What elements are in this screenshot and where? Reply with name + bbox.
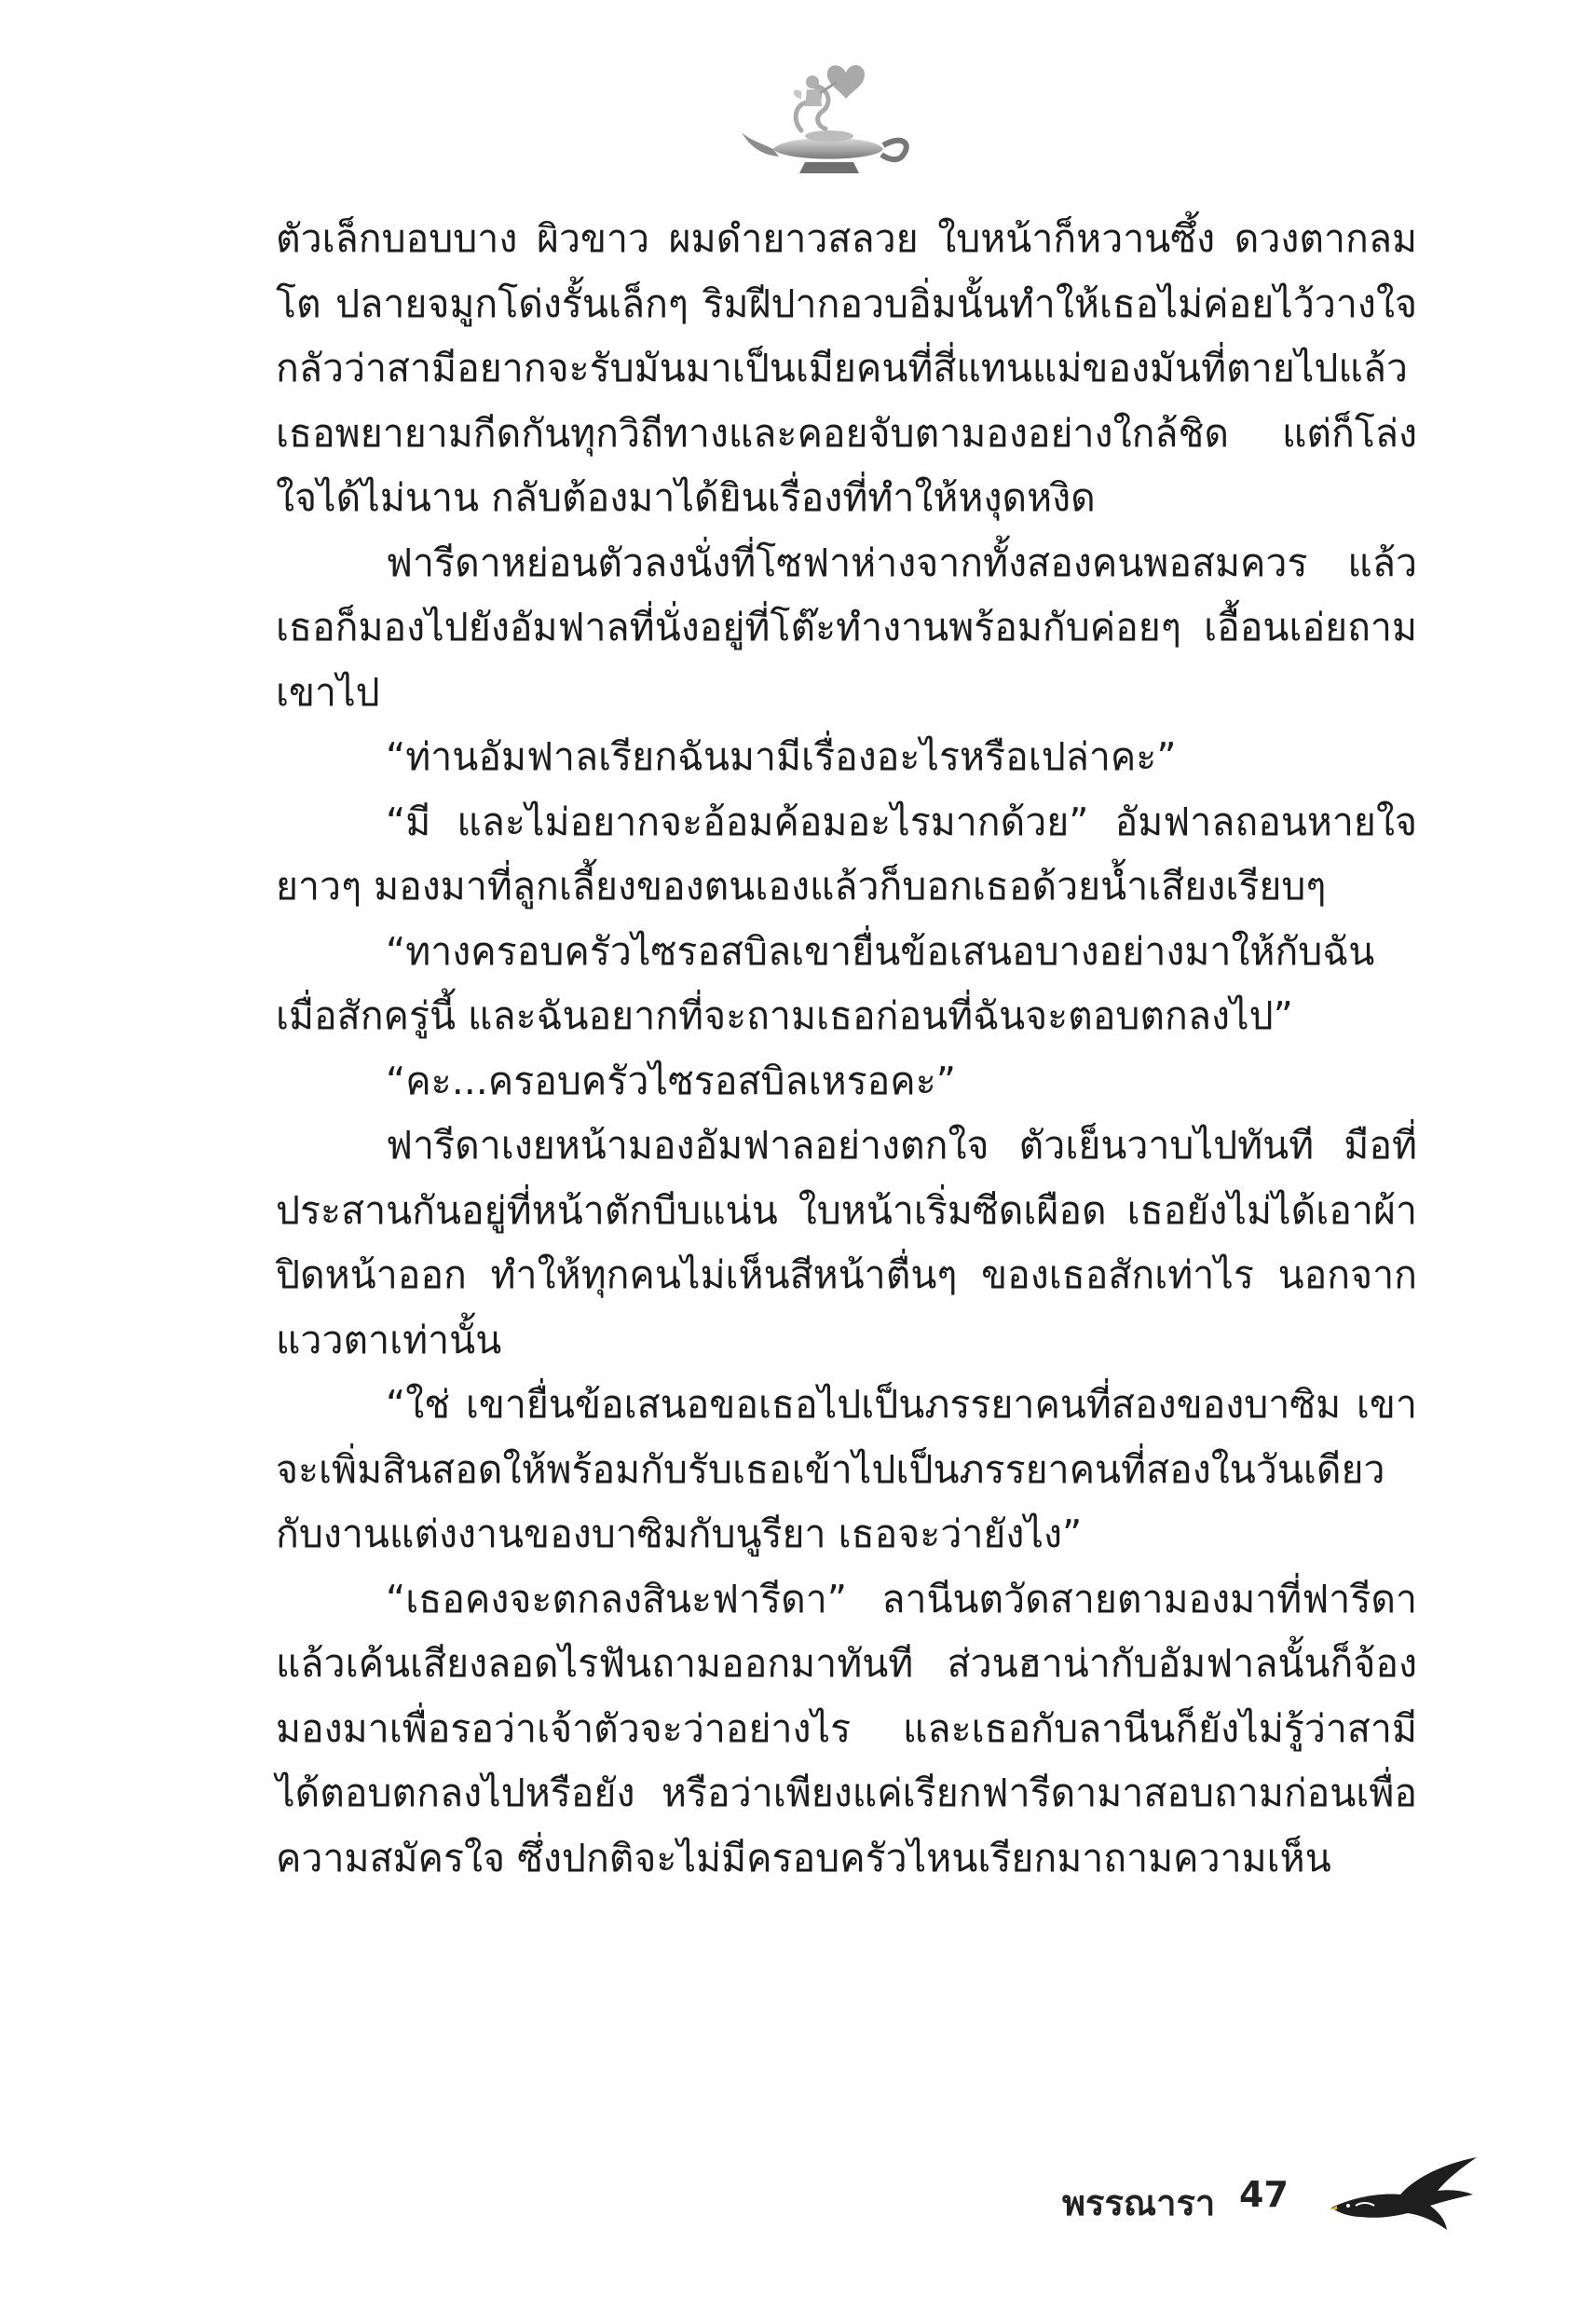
paragraph: “ใช่ เขายื่นข้อเสนอขอเธอไปเป็นภรรยาคนที่สองของบาซิม เขาจะเพิ่มสินสอดให้พร้อมกับรับเธอเข้าไปเป็นภรรยาคนที่สองในวันเดียวกับงานแต่งงานของบาซิมกับนูรียา เธอจะว่ายังไง” bbox=[276, 1382, 1417, 1556]
page-number: 47 bbox=[1239, 2174, 1289, 2215]
paragraph: ฟารีดาเงยหน้ามองอัมฟาลอย่างตกใจ ตัวเย็นวาบไปทันที มือที่ประสานกันอยู่ที่หน้าตักบีบแน่น ใบหน้าเริ่มซีดเผือด เธอยังไม่ได้เอาผ้าปิดหน้าออก ทำให้ทุกคนไม่เห็นสีหน้าตื่นๆ ของเธอสักเท่าไร นอกจากแววตาเท่านั้น bbox=[276, 1123, 1417, 1362]
paragraph: ตัวเล็กบอบบาง ผิวขาว ผมดำยาวสลวย ใบหน้าก็หวานซึ้ง ดวงตากลมโต ปลายจมูกโด่งรั้นเล็กๆ ริมฝีปากอวบอิ่มนั้นทำให้เธอไม่ค่อยไว้วางใจ กลัวว่าสามีอยากจะรับมันมาเป็นเมียคนที่สี่แทนแม่ของมันที่ตายไปแล้ว เธอพยายามกีดกันทุกวิถีทางและคอยจับตามองอย่างใกล้ชิด แต่ก็โล่งใจได้ไม่นาน กลับต้องมาได้ยินเรื่องที่ทำให้หงุดหงิด bbox=[276, 216, 1417, 520]
magic-lamp-icon bbox=[736, 45, 922, 185]
eagle-icon bbox=[1328, 2152, 1481, 2236]
paragraph: “ทางครอบครัวไซรอสบิลเขายื่นข้อเสนอบางอย่างมาให้กับฉันเมื่อสักครู่นี้ และฉันอยากที่จะถามเธอก่อนที่ฉันจะตอบตกลงไป” bbox=[276, 928, 1375, 1038]
paragraph: “คะ...ครอบครัวไซรอสบิลเหรอคะ” bbox=[386, 1058, 956, 1103]
paragraph: “มี และไม่อยากจะอ้อมค้อมอะไรมากด้วย” อัมฟาลถอนหายใจยาวๆ มองมาที่ลูกเลี้ยงของตนเองแล้วก็บอกเธอด้วยน้ำเสียงเรียบๆ bbox=[276, 799, 1417, 909]
paragraph: ฟารีดาหย่อนตัวลงนั่งที่โซฟาห่างจากทั้งสองคนพอสมควร แล้วเธอก็มองไปยังอัมฟาลที่นั่งอยู่ที่โต๊ะทำงานพร้อมกับค่อยๆ เอื้อนเอ่ยถามเขาไป bbox=[276, 540, 1417, 715]
paragraph: “ท่านอัมฟาลเรียกฉันมามีเรื่องอะไรหรือเปล่าคะ” bbox=[386, 734, 1177, 779]
body-text bbox=[276, 207, 1417, 1891]
book-title: พรรณารา bbox=[1062, 2182, 1216, 2223]
paragraph: “เธอคงจะตกลงสินะฟารีดา” ลานีนตวัดสายตามองมาที่ฟารีดาแล้วเค้นเสียงลอดไรฟันถามออกมาทันที ส่วนฮาน่ากับอัมฟาลนั้นก็จ้องมองมาเพื่อรอว่าเจ้าตัวจะว่าอย่างไร และเธอกับลานีนก็ยังไม่รู้ว่าสามีได้ตอบตกลงไปหรือยัง หรือว่าเพียงแค่เรียกฟารีดามาสอบถามก่อนเพื่อความสมัครใจ ซึ่งปกติจะไม่มีครอบครัวไหนเรียกมาถามความเห็น bbox=[276, 1576, 1417, 1880]
page-footer bbox=[0, 2148, 1596, 2250]
